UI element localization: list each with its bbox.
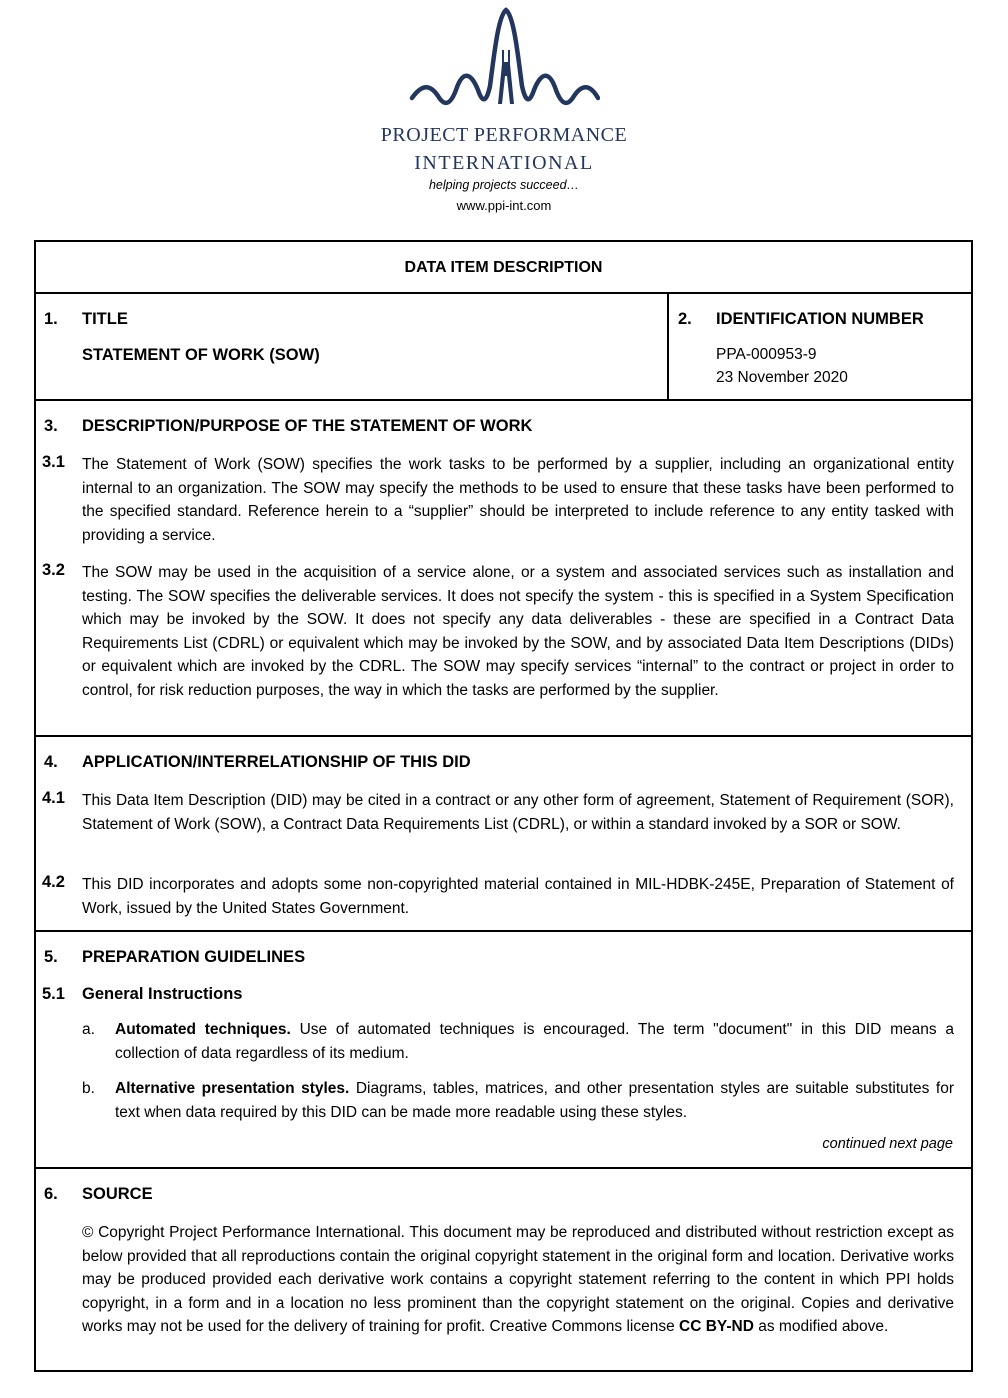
company-tagline: helping projects succeed… (428, 178, 580, 192)
section-2-heading: IDENTIFICATION NUMBER (716, 310, 924, 328)
item-b-body: Diagrams, tables, matrices, and other presentation styles are suitable substitutes for text when data required by this DID can be made more readable using these styles. (115, 1080, 954, 1121)
paragraph-3-1-text: The Statement of Work (SOW) specifies the work tasks to be performed by a supplier, including an organizational entity internal to an organization. The SOW may specify the methods to be used to ensure that these tasks have been performed to the specified standard. Reference herein to a “supplier” should be interpreted to include reference to any entity tasked with providing a service. (82, 456, 954, 544)
license-name: CC BY-ND (679, 1318, 754, 1335)
copyright-text-end: as modified above. (753, 1318, 889, 1335)
paragraph-3-2-number: 3.2 (42, 561, 65, 579)
section-6-source (36, 1169, 971, 1370)
section-3-number: 3. (44, 417, 58, 435)
item-b-letter: b. (82, 1080, 95, 1097)
form-title: DATA ITEM DESCRIPTION (404, 259, 603, 276)
subsection-5-1-heading: General Instructions (82, 985, 243, 1003)
section-2-number: 2. (678, 310, 692, 328)
item-a-lead: Automated techniques. (115, 1021, 291, 1038)
item-a-body: Use of automated techniques is encouraged. The term "document" in this DID means a collection of data regardless of its medium. (115, 1021, 954, 1062)
item-a-text (115, 1018, 954, 1065)
column-divider (667, 294, 669, 399)
section-5-heading: PREPARATION GUIDELINES (82, 948, 306, 966)
company-logo (0, 0, 1008, 225)
section-3-description (36, 401, 971, 737)
subsection-5-1-number: 5.1 (42, 985, 65, 1003)
company-name-line2: INTERNATIONAL (414, 152, 594, 174)
section-6-number: 6. (44, 1185, 58, 1203)
identification-number: PPA-000953-9 (716, 346, 817, 363)
paragraph-4-2-number: 4.2 (42, 873, 65, 891)
section-4-application (36, 737, 971, 932)
identification-date: 23 November 2020 (716, 369, 848, 386)
item-b-lead: Alternative presentation styles. (115, 1080, 350, 1097)
company-name-line1: PROJECT PERFORMANCE (380, 124, 628, 146)
copyright-statement (82, 1221, 954, 1339)
section-1-heading: TITLE (82, 310, 128, 328)
section-5-preparation-guidelines (36, 932, 971, 1169)
paragraph-4-2-text: This DID incorporates and adopts some non-copyrighted material contained in MIL-HDBK-245E, Preparation of Statement of Work, issued by the United States Government. (82, 876, 954, 917)
item-a-letter: a. (82, 1021, 95, 1038)
section-1-number: 1. (44, 310, 58, 328)
paragraph-4-1-number: 4.1 (42, 789, 65, 807)
paragraph-3-1-number: 3.1 (42, 453, 65, 471)
paragraph-3-2-text: The SOW may be used in the acquisition of a service alone, or a system and associated services such as installation and testing. The SOW specifies the deliverable services. It does not specify the system - this is specified in a System Specification which may be invoked by the SOW. It does not specify any data deliverables - these are specified in a Contract Data Requirements List (CDRL) or equivalent which may be invoked by the SOW, and by associated Data Item Descriptions (DIDs) or equivalent which are invoked by the CDRL. The SOW may specify services “internal” to the contract or project in order to control, for risk reduction purposes, the way in which the tasks are performed by the supplier. (82, 564, 954, 699)
paragraph-4-1-text: This Data Item Description (DID) may be cited in a contract or any other form of agreement, Statement of Requirement (SOR), Statement of Work (SOW), a Contract Data Requirements List (CDRL), or within a standard invoked by a SOR or SOW. (82, 792, 954, 833)
form-header-row (36, 242, 971, 294)
section-4-number: 4. (44, 753, 58, 771)
document-title-value: STATEMENT OF WORK (SOW) (82, 346, 320, 364)
section-5-number: 5. (44, 948, 58, 966)
section-6-heading: SOURCE (82, 1185, 153, 1203)
copyright-text: © Copyright Project Performance International. This document may be reproduced and distributed without restriction except as below provided that all reproductions contain the original copyright statement in the original form and location. Derivative works may be produced provided each derivative work contains a copyright statement referring to the content in which PPI holds copyright, in a form and in a location no less prominent than the copyright statement on the original. Copies and derivative works may not be used for the delivery of training for profit. Creative Commons license (82, 1224, 954, 1335)
item-b-text (115, 1077, 954, 1124)
company-url-link[interactable]: www.ppi-int.com (456, 198, 552, 213)
title-identification-row (36, 294, 971, 401)
section-4-heading: APPLICATION/INTERRELATIONSHIP OF THIS DID (82, 753, 471, 771)
section-3-heading: DESCRIPTION/PURPOSE OF THE STATEMENT OF WORK (82, 417, 533, 435)
data-item-description-form (34, 240, 973, 1372)
continued-next-page-note: continued next page (822, 1136, 953, 1152)
sinc-wave-logo-icon (408, 6, 600, 110)
